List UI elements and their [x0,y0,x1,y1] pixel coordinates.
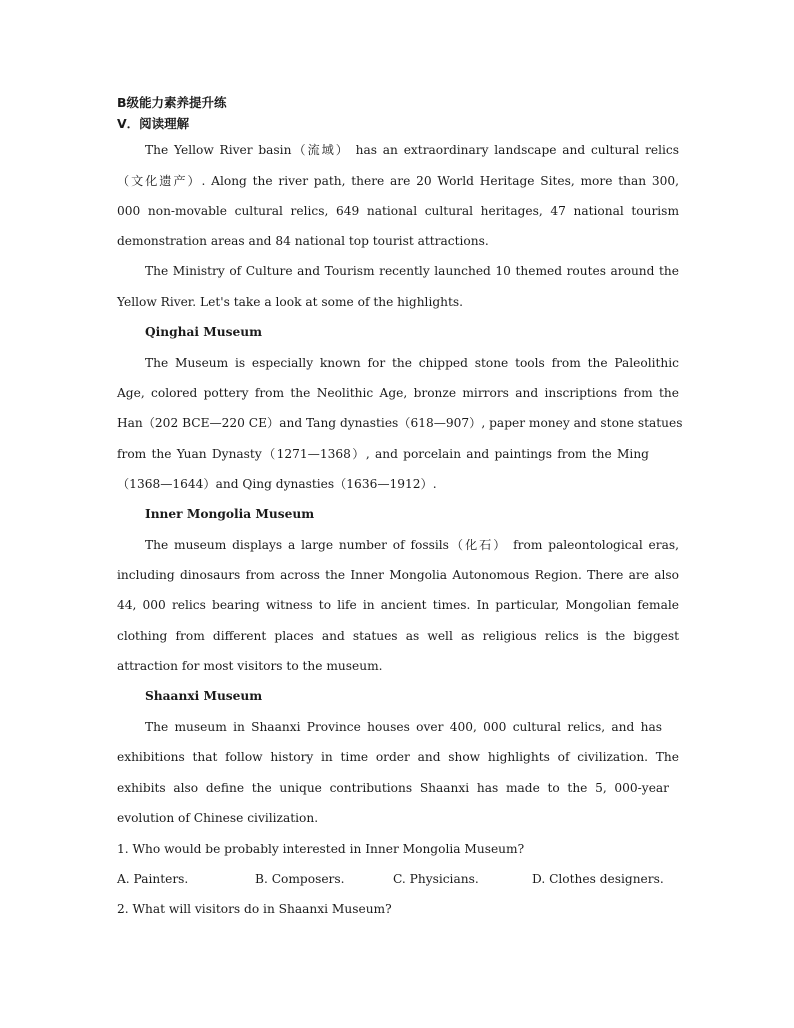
question-2-stem: 2. What will visitors do in Shaanxi Museum? [117,902,392,916]
question-1-stem: 1. Who would be probably interested in Inner Mongolia Museum? [117,842,525,856]
inner-mongolia-line-5: attraction for most visitors to the museum. [117,659,383,673]
qinghai-line-5: （1368—1644）and Qing dynasties（1636—1912）. [117,477,437,491]
inner-mongolia-line-2: including dinosaurs from across the Inner Mongolia Autonomous Region. There are also [117,568,679,582]
museum-title-inner-mongolia: Inner Mongolia Museum [145,507,315,521]
qinghai-line-1: The Museum is especially known for the chipped stone tools from the Paleolithic [145,356,679,370]
question-1-option-a[interactable]: A. Painters. [117,872,189,886]
question-1-options [117,871,679,887]
qinghai-line-3: Han（202 BCE—220 CE）and Tang dynasties（618—907）, paper money and stone statues [117,416,683,430]
museum-title-shaanxi: Shaanxi Museum [145,689,263,703]
intro2-line-1: The Ministry of Culture and Tourism recently launched 10 themed routes around the [145,264,679,278]
shaanxi-line-1: The museum in Shaanxi Province houses over 400, 000 cultural relics, and has [145,720,662,734]
question-1-option-b[interactable]: B. Composers. [255,872,345,886]
intro1-line-1: The Yellow River basin（流域） has an extraordinary landscape and cultural relics [145,143,679,157]
section-level-heading: B级能力素养提升练 [117,95,227,110]
inner-mongolia-line-1: The museum displays a large number of fossils（化石） from paleontological eras, [145,538,679,552]
intro1-line-4: demonstration areas and 84 national top tourist attractions. [117,234,489,248]
inner-mongolia-line-3: 44, 000 relics bearing witness to life in ancient times. In particular, Mongolian female [117,598,679,612]
shaanxi-line-2: exhibitions that follow history in time order and show highlights of civilization. The [117,750,679,764]
qinghai-line-2: Age, colored pottery from the Neolithic Age, bronze mirrors and inscriptions from the [117,386,679,400]
question-1-option-c[interactable]: C. Physicians. [393,872,479,886]
shaanxi-line-4: evolution of Chinese civilization. [117,811,319,825]
museum-title-qinghai: Qinghai Museum [145,325,262,339]
qinghai-line-4: from the Yuan Dynasty（1271—1368）, and porcelain and paintings from the Ming [117,447,649,461]
inner-mongolia-line-4: clothing from different places and statues as well as religious relics is the biggest [117,629,679,643]
section-part-heading: Ⅴ．阅读理解 [117,116,190,131]
intro1-line-3: 000 non-movable cultural relics, 649 national cultural heritages, 47 national tourism [117,204,679,218]
intro1-line-2: （文化遗产）. Along the river path, there are 20 World Heritage Sites, more than 300, [117,174,679,188]
intro2-line-2: Yellow River. Let's take a look at some of the highlights. [117,295,464,309]
shaanxi-line-3: exhibits also define the unique contributions Shaanxi has made to the 5, 000-year [117,781,669,795]
question-1-option-d[interactable]: D. Clothes designers. [532,872,664,886]
